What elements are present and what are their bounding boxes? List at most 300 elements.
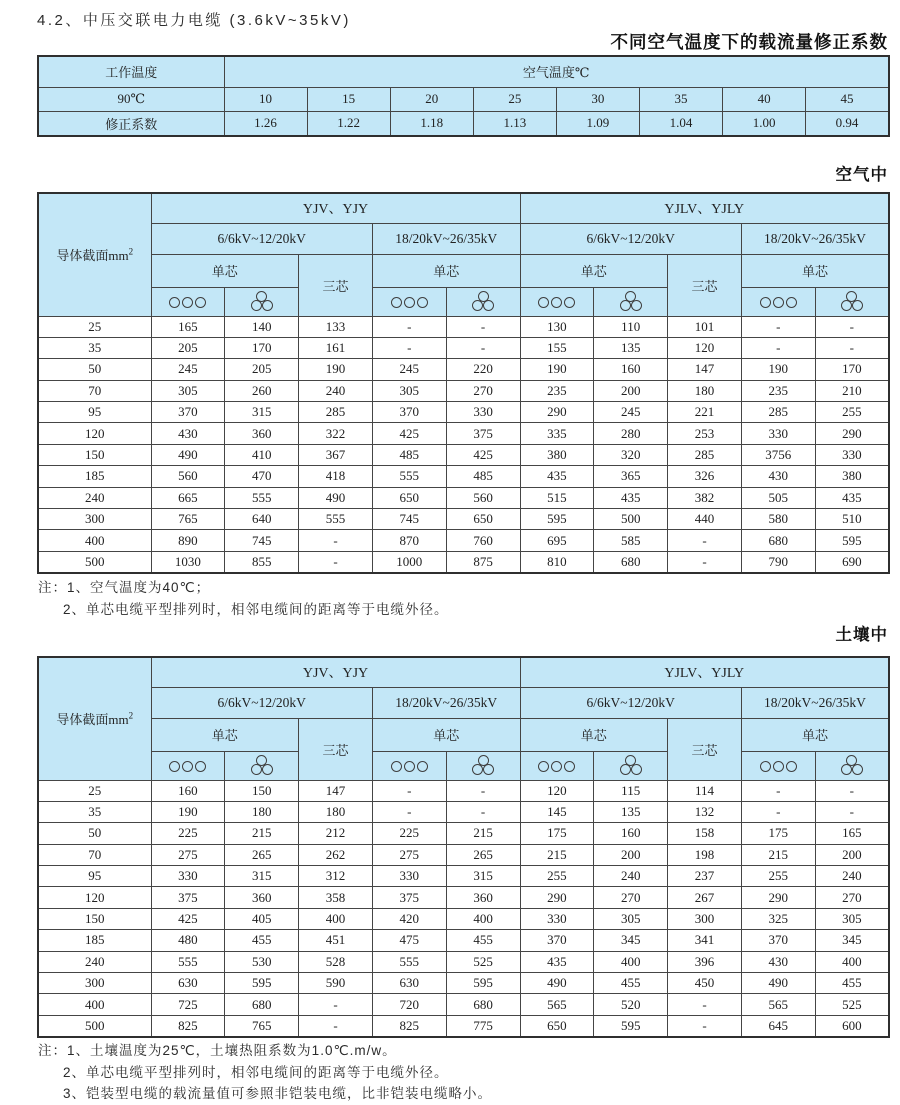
formation-icon-cell [741,751,815,780]
formation-icon-cell [225,751,299,780]
current-value-cell: 215 [741,844,815,865]
voltage-header-low: 6/6kV~12/20kV [520,223,741,254]
current-value-cell: - [741,316,815,337]
table-row [38,402,889,423]
single-core-header: 单芯 [741,718,889,751]
current-value-cell: 290 [520,402,594,423]
table-row [38,801,889,822]
value-cell: 40 [723,87,806,111]
current-value-cell: 555 [151,951,225,972]
value-cell: 25 [473,87,556,111]
current-value-cell: 270 [815,887,889,908]
formation-icon-cell [741,287,815,316]
voltage-header-low: 6/6kV~12/20kV [151,687,372,718]
value-cell: 0.94 [806,111,889,136]
current-value-cell: 322 [299,423,373,444]
current-value-cell: 253 [668,423,742,444]
current-value-cell: 396 [668,951,742,972]
current-value-cell: 435 [594,487,668,508]
flat-formation-icon [760,761,797,772]
current-value-cell: 115 [594,780,668,801]
current-value-cell: 695 [520,530,594,551]
conductor-size-cell: 25 [38,316,151,337]
current-value-cell: 370 [372,402,446,423]
current-value-cell: - [299,994,373,1015]
flat-formation-icon [538,761,575,772]
trefoil-formation-icon [840,755,863,776]
current-value-cell: 132 [668,801,742,822]
current-value-cell: 375 [446,423,520,444]
current-value-cell: 370 [520,930,594,951]
current-value-cell: 435 [815,487,889,508]
conductor-size-cell: 120 [38,423,151,444]
current-value-cell: 305 [151,380,225,401]
value-cell: 35 [639,87,722,111]
note-line: 注：1、土壤温度为25℃，土壤热阻系数为1.0℃.m/w。 [38,1043,397,1058]
current-value-cell: 133 [299,316,373,337]
current-value-cell: 161 [299,337,373,358]
current-value-cell: 375 [372,887,446,908]
current-value-cell: 160 [151,780,225,801]
formation-icon-cell [815,287,889,316]
value-cell: 1.26 [224,111,307,136]
conductor-size-cell: 300 [38,509,151,530]
current-value-cell: 410 [225,444,299,465]
conductor-size-cell: 500 [38,551,151,572]
current-value-cell: 147 [299,780,373,801]
note-line: 2、单芯电缆平型排列时，相邻电缆间的距离等于电缆外径。 [63,1064,449,1080]
current-value-cell: - [815,337,889,358]
flat-formation-icon [169,761,206,772]
table-row [38,487,889,508]
current-value-cell: 630 [372,973,446,994]
note-line: 注：1、空气温度为40℃； [38,580,211,595]
current-value-cell: 320 [594,444,668,465]
current-value-cell: 360 [446,887,520,908]
current-value-cell: 147 [668,359,742,380]
conductor-size-cell: 185 [38,930,151,951]
current-value-cell: 382 [668,487,742,508]
current-value-cell: 765 [151,509,225,530]
group-header-yjlv: YJLV、YJLY [520,657,889,687]
current-value-cell: 745 [225,530,299,551]
voltage-header-high: 18/20kV~26/35kV [741,687,889,718]
air-ampacity-table [37,192,890,574]
current-value-cell: 330 [372,866,446,887]
current-value-cell: 595 [520,509,594,530]
three-core-header: 三芯 [668,254,742,316]
current-value-cell: 790 [741,551,815,572]
conductor-size-cell: 300 [38,973,151,994]
current-value-cell: 330 [520,908,594,929]
current-value-cell: 180 [299,801,373,822]
correction-header-row [38,56,889,87]
value-cell: 1.13 [473,111,556,136]
table-row [38,844,889,865]
conductor-section-header: 导体截面$mm^2$ [38,193,151,316]
value-cell: 1.18 [390,111,473,136]
value-cell: 30 [556,87,639,111]
current-value-cell: - [372,801,446,822]
current-value-cell: 490 [520,973,594,994]
current-value-cell: 120 [668,337,742,358]
current-value-cell: 500 [594,509,668,530]
value-cell: 1.00 [723,111,806,136]
current-value-cell: - [446,316,520,337]
formation-icon-cell [151,751,225,780]
current-value-cell: - [372,337,446,358]
current-value-cell: 380 [520,444,594,465]
trefoil-formation-icon [472,755,495,776]
current-value-cell: 435 [520,951,594,972]
current-value-cell: 215 [225,823,299,844]
current-value-cell: 245 [594,402,668,423]
current-value-cell: 418 [299,466,373,487]
current-value-cell: 595 [446,973,520,994]
current-value-cell: 200 [815,844,889,865]
current-value-cell: 515 [520,487,594,508]
current-value-cell: 225 [372,823,446,844]
current-value-cell: 290 [520,887,594,908]
current-value-cell: 525 [815,994,889,1015]
current-value-cell: - [446,337,520,358]
current-value-cell: 225 [151,823,225,844]
current-value-cell: 140 [225,316,299,337]
current-value-cell: 101 [668,316,742,337]
current-value-cell: - [668,994,742,1015]
current-value-cell: 745 [372,509,446,530]
current-value-cell: 1030 [151,551,225,572]
current-value-cell: 580 [741,509,815,530]
current-value-cell: 367 [299,444,373,465]
current-value-cell: 530 [225,951,299,972]
current-value-cell: 425 [372,423,446,444]
correction-factors-row [38,111,889,136]
current-value-cell: 765 [225,1015,299,1036]
current-value-cell: 680 [225,994,299,1015]
current-value-cell: 455 [594,973,668,994]
current-value-cell: 205 [151,337,225,358]
current-value-cell: 420 [372,908,446,929]
three-core-header: 三芯 [668,718,742,780]
current-value-cell: 358 [299,887,373,908]
current-value-cell: 590 [299,973,373,994]
current-value-cell: 425 [446,444,520,465]
formation-icon-cell [446,287,520,316]
conductor-size-cell: 120 [38,887,151,908]
current-value-cell: 345 [594,930,668,951]
current-value-cell: 3756 [741,444,815,465]
page-title: 4.2、中压交联电力电缆 (3.6kV~35kV) [37,12,351,29]
current-value-cell: 451 [299,930,373,951]
current-value-cell: 855 [225,551,299,572]
current-value-cell: 825 [372,1015,446,1036]
table-row [38,973,889,994]
current-value-cell: 155 [520,337,594,358]
group-header-yjlv: YJLV、YJLY [520,193,889,223]
current-value-cell: 525 [446,951,520,972]
current-value-cell: 325 [741,908,815,929]
current-value-cell: 360 [225,423,299,444]
current-value-cell: 190 [520,359,594,380]
voltage-header-high: 18/20kV~26/35kV [372,687,520,718]
current-value-cell: 330 [446,402,520,423]
current-value-cell: 640 [225,509,299,530]
current-value-cell: 165 [815,823,889,844]
current-value-cell: 210 [815,380,889,401]
current-value-cell: 370 [741,930,815,951]
current-value-cell: 160 [594,823,668,844]
air-temp-values-row [38,87,889,111]
table-row [38,551,889,572]
table-row [38,530,889,551]
current-value-cell: 810 [520,551,594,572]
current-value-cell: 560 [446,487,520,508]
soil-table-body [38,780,889,1037]
current-value-cell: 290 [815,423,889,444]
current-value-cell: 455 [815,973,889,994]
current-value-cell: 650 [520,1015,594,1036]
current-value-cell: 290 [741,887,815,908]
trefoil-formation-icon [250,291,273,312]
group-header-yjv: YJV、YJY [151,657,520,687]
voltage-header-high: 18/20kV~26/35kV [741,223,889,254]
current-value-cell: 305 [372,380,446,401]
current-value-cell: 135 [594,801,668,822]
group-header-yjv: YJV、YJY [151,193,520,223]
current-value-cell: 400 [815,951,889,972]
current-value-cell: 565 [520,994,594,1015]
current-value-cell: 237 [668,866,742,887]
current-value-cell: - [815,801,889,822]
air-section-label: 空气中 [835,166,888,184]
current-value-cell: - [372,316,446,337]
single-core-header: 单芯 [741,254,889,287]
current-value-cell: 720 [372,994,446,1015]
correction-factor-label: 修正系数 [38,111,224,136]
conductor-size-cell: 185 [38,466,151,487]
current-value-cell: - [299,1015,373,1036]
current-value-cell: 775 [446,1015,520,1036]
current-value-cell: 360 [225,887,299,908]
current-value-cell: 555 [299,509,373,530]
current-value-cell: 305 [815,908,889,929]
current-value-cell: 510 [815,509,889,530]
soil-table-header [38,657,889,780]
current-value-cell: 235 [520,380,594,401]
current-value-cell: 665 [151,487,225,508]
current-value-cell: 200 [594,844,668,865]
formation-icon-cell [594,751,668,780]
formation-icon-cell [225,287,299,316]
conductor-size-cell: 400 [38,994,151,1015]
conductor-section-header: 导体截面$mm^2$ [38,657,151,780]
current-value-cell: 405 [225,908,299,929]
current-value-cell: 240 [299,380,373,401]
current-value-cell: 170 [225,337,299,358]
current-value-cell: 490 [151,444,225,465]
flat-formation-icon [760,297,797,308]
current-value-cell: 215 [446,823,520,844]
current-value-cell: 285 [299,402,373,423]
current-value-cell: 135 [594,337,668,358]
current-value-cell: 600 [815,1015,889,1036]
soil-section-label: 土壤中 [835,626,888,644]
formation-icon-cell [372,287,446,316]
soil-ampacity-table [37,656,890,1038]
current-value-cell: 690 [815,551,889,572]
value-cell: 1.09 [556,111,639,136]
current-value-cell: 455 [446,930,520,951]
conductor-size-cell: 95 [38,402,151,423]
current-value-cell: 255 [741,866,815,887]
work-temp-header: 工作温度 [38,56,224,87]
current-value-cell: 212 [299,823,373,844]
current-value-cell: 285 [668,444,742,465]
single-core-header: 单芯 [151,254,299,287]
current-value-cell: 255 [520,866,594,887]
current-value-cell: 255 [815,402,889,423]
flat-formation-icon [391,761,428,772]
current-value-cell: 680 [741,530,815,551]
conductor-size-cell: 95 [38,866,151,887]
current-value-cell: 280 [594,423,668,444]
current-value-cell: 315 [446,866,520,887]
table-row [38,866,889,887]
formation-icon-cell [594,287,668,316]
formation-icon-cell [372,751,446,780]
current-value-cell: 555 [225,487,299,508]
conductor-size-cell: 400 [38,530,151,551]
current-value-cell: - [741,780,815,801]
current-value-cell: 425 [151,908,225,929]
work-temp-value: 90℃ [38,87,224,111]
table-row [38,908,889,929]
table-row [38,951,889,972]
current-value-cell: 680 [446,994,520,1015]
current-value-cell: 520 [594,994,668,1015]
current-value-cell: 595 [594,1015,668,1036]
three-core-header: 三芯 [299,254,373,316]
current-value-cell: 270 [446,380,520,401]
current-value-cell: 560 [151,466,225,487]
current-value-cell: 275 [372,844,446,865]
current-value-cell: 265 [446,844,520,865]
current-value-cell: 200 [594,380,668,401]
trefoil-formation-icon [250,755,273,776]
current-value-cell: 345 [815,930,889,951]
current-value-cell: 455 [225,930,299,951]
current-value-cell: - [741,801,815,822]
current-value-cell: 485 [446,466,520,487]
flat-formation-icon [169,297,206,308]
current-value-cell: - [668,530,742,551]
three-core-header: 三芯 [299,718,373,780]
soil-table-notes [38,1040,492,1105]
current-value-cell: 450 [668,973,742,994]
current-value-cell: 870 [372,530,446,551]
current-value-cell: 240 [815,866,889,887]
current-value-cell: 165 [151,316,225,337]
table-row [38,823,889,844]
air-temp-header: 空气温度℃ [224,56,889,87]
current-value-cell: 158 [668,823,742,844]
table-row [38,1015,889,1036]
current-value-cell: 380 [815,466,889,487]
current-value-cell: 440 [668,509,742,530]
current-value-cell: 285 [741,402,815,423]
flat-formation-icon [538,297,575,308]
current-value-cell: 528 [299,951,373,972]
current-value-cell: 114 [668,780,742,801]
current-value-cell: 650 [446,509,520,530]
value-cell: 20 [390,87,473,111]
current-value-cell: 190 [299,359,373,380]
temperature-correction-table [37,55,890,137]
current-value-cell: 275 [151,844,225,865]
current-value-cell: 400 [299,908,373,929]
conductor-size-cell: 50 [38,823,151,844]
voltage-header-low: 6/6kV~12/20kV [520,687,741,718]
current-value-cell: 430 [741,951,815,972]
conductor-size-cell: 25 [38,780,151,801]
trefoil-formation-icon [472,291,495,312]
formation-icon-cell [520,751,594,780]
current-value-cell: 650 [372,487,446,508]
current-value-cell: 375 [151,887,225,908]
current-value-cell: 875 [446,551,520,572]
single-core-header: 单芯 [151,718,299,751]
current-value-cell: 490 [299,487,373,508]
formation-icon-cell [446,751,520,780]
current-value-cell: 330 [151,866,225,887]
current-value-cell: 120 [520,780,594,801]
conductor-size-cell: 240 [38,951,151,972]
current-value-cell: - [668,551,742,572]
current-value-cell: 305 [594,908,668,929]
current-value-cell: 565 [741,994,815,1015]
current-value-cell: 645 [741,1015,815,1036]
air-table-notes [38,577,449,620]
current-value-cell: 330 [815,444,889,465]
table-row [38,316,889,337]
current-value-cell: 180 [668,380,742,401]
current-value-cell: 175 [741,823,815,844]
conductor-size-cell: 35 [38,337,151,358]
current-value-cell: 175 [520,823,594,844]
value-cell: 45 [806,87,889,111]
correction-table-title: 不同空气温度下的载流量修正系数 [610,32,888,52]
current-value-cell: 245 [372,359,446,380]
table-row [38,380,889,401]
value-cell: 15 [307,87,390,111]
conductor-size-cell: 150 [38,444,151,465]
voltage-header-high: 18/20kV~26/35kV [372,223,520,254]
table-row [38,930,889,951]
current-value-cell: 312 [299,866,373,887]
current-value-cell: - [815,780,889,801]
table-row [38,444,889,465]
current-value-cell: 400 [446,908,520,929]
current-value-cell: 475 [372,930,446,951]
current-value-cell: 480 [151,930,225,951]
current-value-cell: - [741,337,815,358]
flat-formation-icon [391,297,428,308]
trefoil-formation-icon [619,755,642,776]
current-value-cell: 150 [225,780,299,801]
current-value-cell: - [299,551,373,572]
table-row [38,509,889,530]
